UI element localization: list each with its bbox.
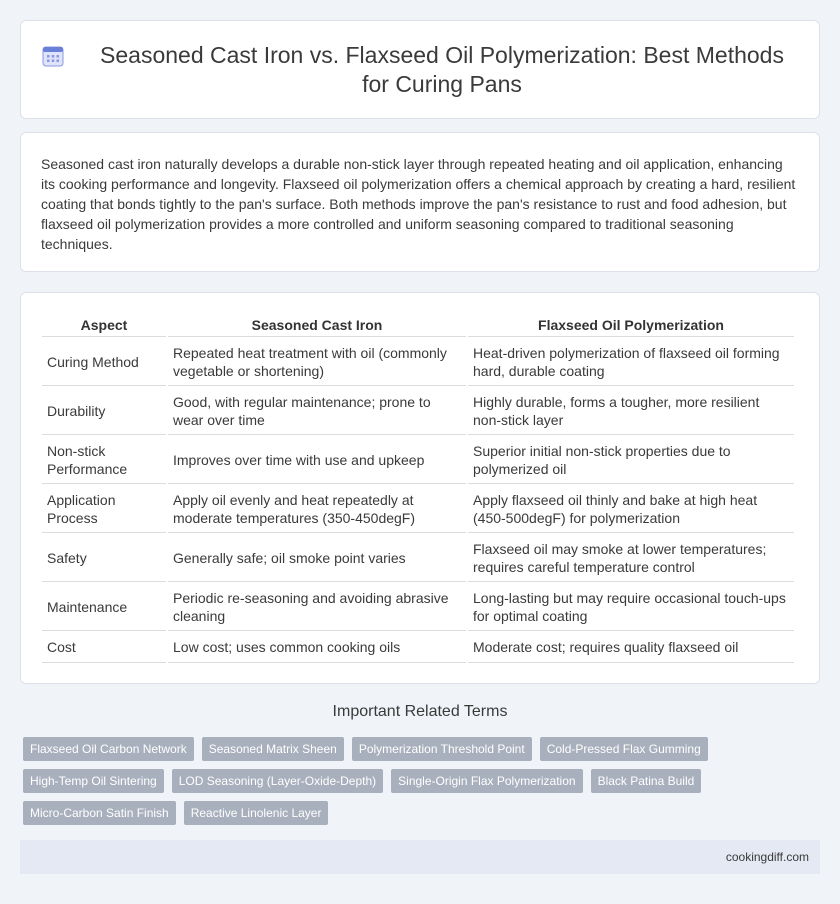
intro-paragraph: Seasoned cast iron naturally develops a durable non-stick layer through repeated heating and oil application, enhancing its cooking performance and longevity. Flaxseed oil polymerization offers a chemical approach by creating a hard, resilient coating that bonds tightly to the pan's surface. Both methods improve the pan's resistance to rust and food adhesion, but flaxseed oil polymerization provides a more controlled and uniform seasoning compared to traditional seasoning techniques.	[41, 156, 796, 252]
related-term-tag[interactable]: Reactive Linolenic Layer	[184, 801, 329, 825]
related-term-tag[interactable]: Micro-Carbon Satin Finish	[23, 801, 176, 825]
header-seasoned-cast-iron: Seasoned Cast Iron	[168, 313, 466, 337]
related-term-tag[interactable]: Flaxseed Oil Carbon Network	[23, 737, 194, 761]
aspect-cell: Cost	[42, 631, 166, 663]
cast-iron-cell: Repeated heat treatment with oil (commonly vegetable or shortening)	[168, 337, 466, 386]
intro-card	[20, 132, 820, 272]
footer	[20, 840, 820, 874]
table-row	[42, 631, 794, 663]
table-row	[42, 582, 794, 631]
aspect-cell: Application Process	[42, 484, 166, 533]
related-term-tag[interactable]: Seasoned Matrix Sheen	[202, 737, 344, 761]
flaxseed-cell: Apply flaxseed oil thinly and bake at high heat (450-500degF) for polymerization	[468, 484, 794, 533]
flaxseed-cell: Moderate cost; requires quality flaxseed oil	[468, 631, 794, 663]
related-term-tag[interactable]: Single-Origin Flax Polymerization	[391, 769, 582, 793]
footer-site-link[interactable]: cookingdiff.com	[725, 850, 809, 864]
flaxseed-cell: Superior initial non-stick properties due to polymerized oil	[468, 435, 794, 484]
related-terms-title: Important Related Terms	[332, 703, 508, 720]
related-term-tag[interactable]: Black Patina Build	[591, 769, 702, 793]
related-term-tag[interactable]: High-Temp Oil Sintering	[23, 769, 164, 793]
table-row	[42, 337, 794, 386]
related-terms-list	[23, 737, 823, 833]
header-flaxseed-oil: Flaxseed Oil Polymerization	[468, 313, 794, 337]
page-title: Seasoned Cast Iron vs. Flaxseed Oil Polymerization: Best Methods for Curing Pans	[100, 41, 784, 97]
aspect-cell: Durability	[42, 386, 166, 435]
related-term-tag[interactable]: Polymerization Threshold Point	[352, 737, 532, 761]
table-row	[42, 484, 794, 533]
related-term-tag[interactable]: Cold-Pressed Flax Gumming	[540, 737, 708, 761]
table-row	[42, 533, 794, 582]
cast-iron-cell: Apply oil evenly and heat repeatedly at moderate temperatures (350-450degF)	[168, 484, 466, 533]
aspect-cell: Curing Method	[42, 337, 166, 386]
cast-iron-cell: Good, with regular maintenance; prone to wear over time	[168, 386, 466, 435]
flaxseed-cell: Highly durable, forms a tougher, more resilient non-stick layer	[468, 386, 794, 435]
cast-iron-cell: Improves over time with use and upkeep	[168, 435, 466, 484]
cast-iron-cell: Generally safe; oil smoke point varies	[168, 533, 466, 582]
header-aspect: Aspect	[42, 313, 166, 337]
flaxseed-cell: Heat-driven polymerization of flaxseed oil forming hard, durable coating	[468, 337, 794, 386]
table-row	[42, 435, 794, 484]
calendar-icon	[41, 44, 65, 68]
comparison-table	[40, 313, 796, 663]
aspect-cell: Safety	[42, 533, 166, 582]
aspect-cell: Non-stick Performance	[42, 435, 166, 484]
aspect-cell: Maintenance	[42, 582, 166, 631]
table-row	[42, 386, 794, 435]
table-header-row	[42, 313, 794, 337]
flaxseed-cell: Long-lasting but may require occasional touch-ups for optimal coating	[468, 582, 794, 631]
related-term-tag[interactable]: LOD Seasoning (Layer-Oxide-Depth)	[172, 769, 383, 793]
cast-iron-cell: Periodic re-seasoning and avoiding abrasive cleaning	[168, 582, 466, 631]
cast-iron-cell: Low cost; uses common cooking oils	[168, 631, 466, 663]
header-card	[20, 20, 820, 119]
flaxseed-cell: Flaxseed oil may smoke at lower temperatures; requires careful temperature control	[468, 533, 794, 582]
comparison-card	[20, 292, 820, 684]
